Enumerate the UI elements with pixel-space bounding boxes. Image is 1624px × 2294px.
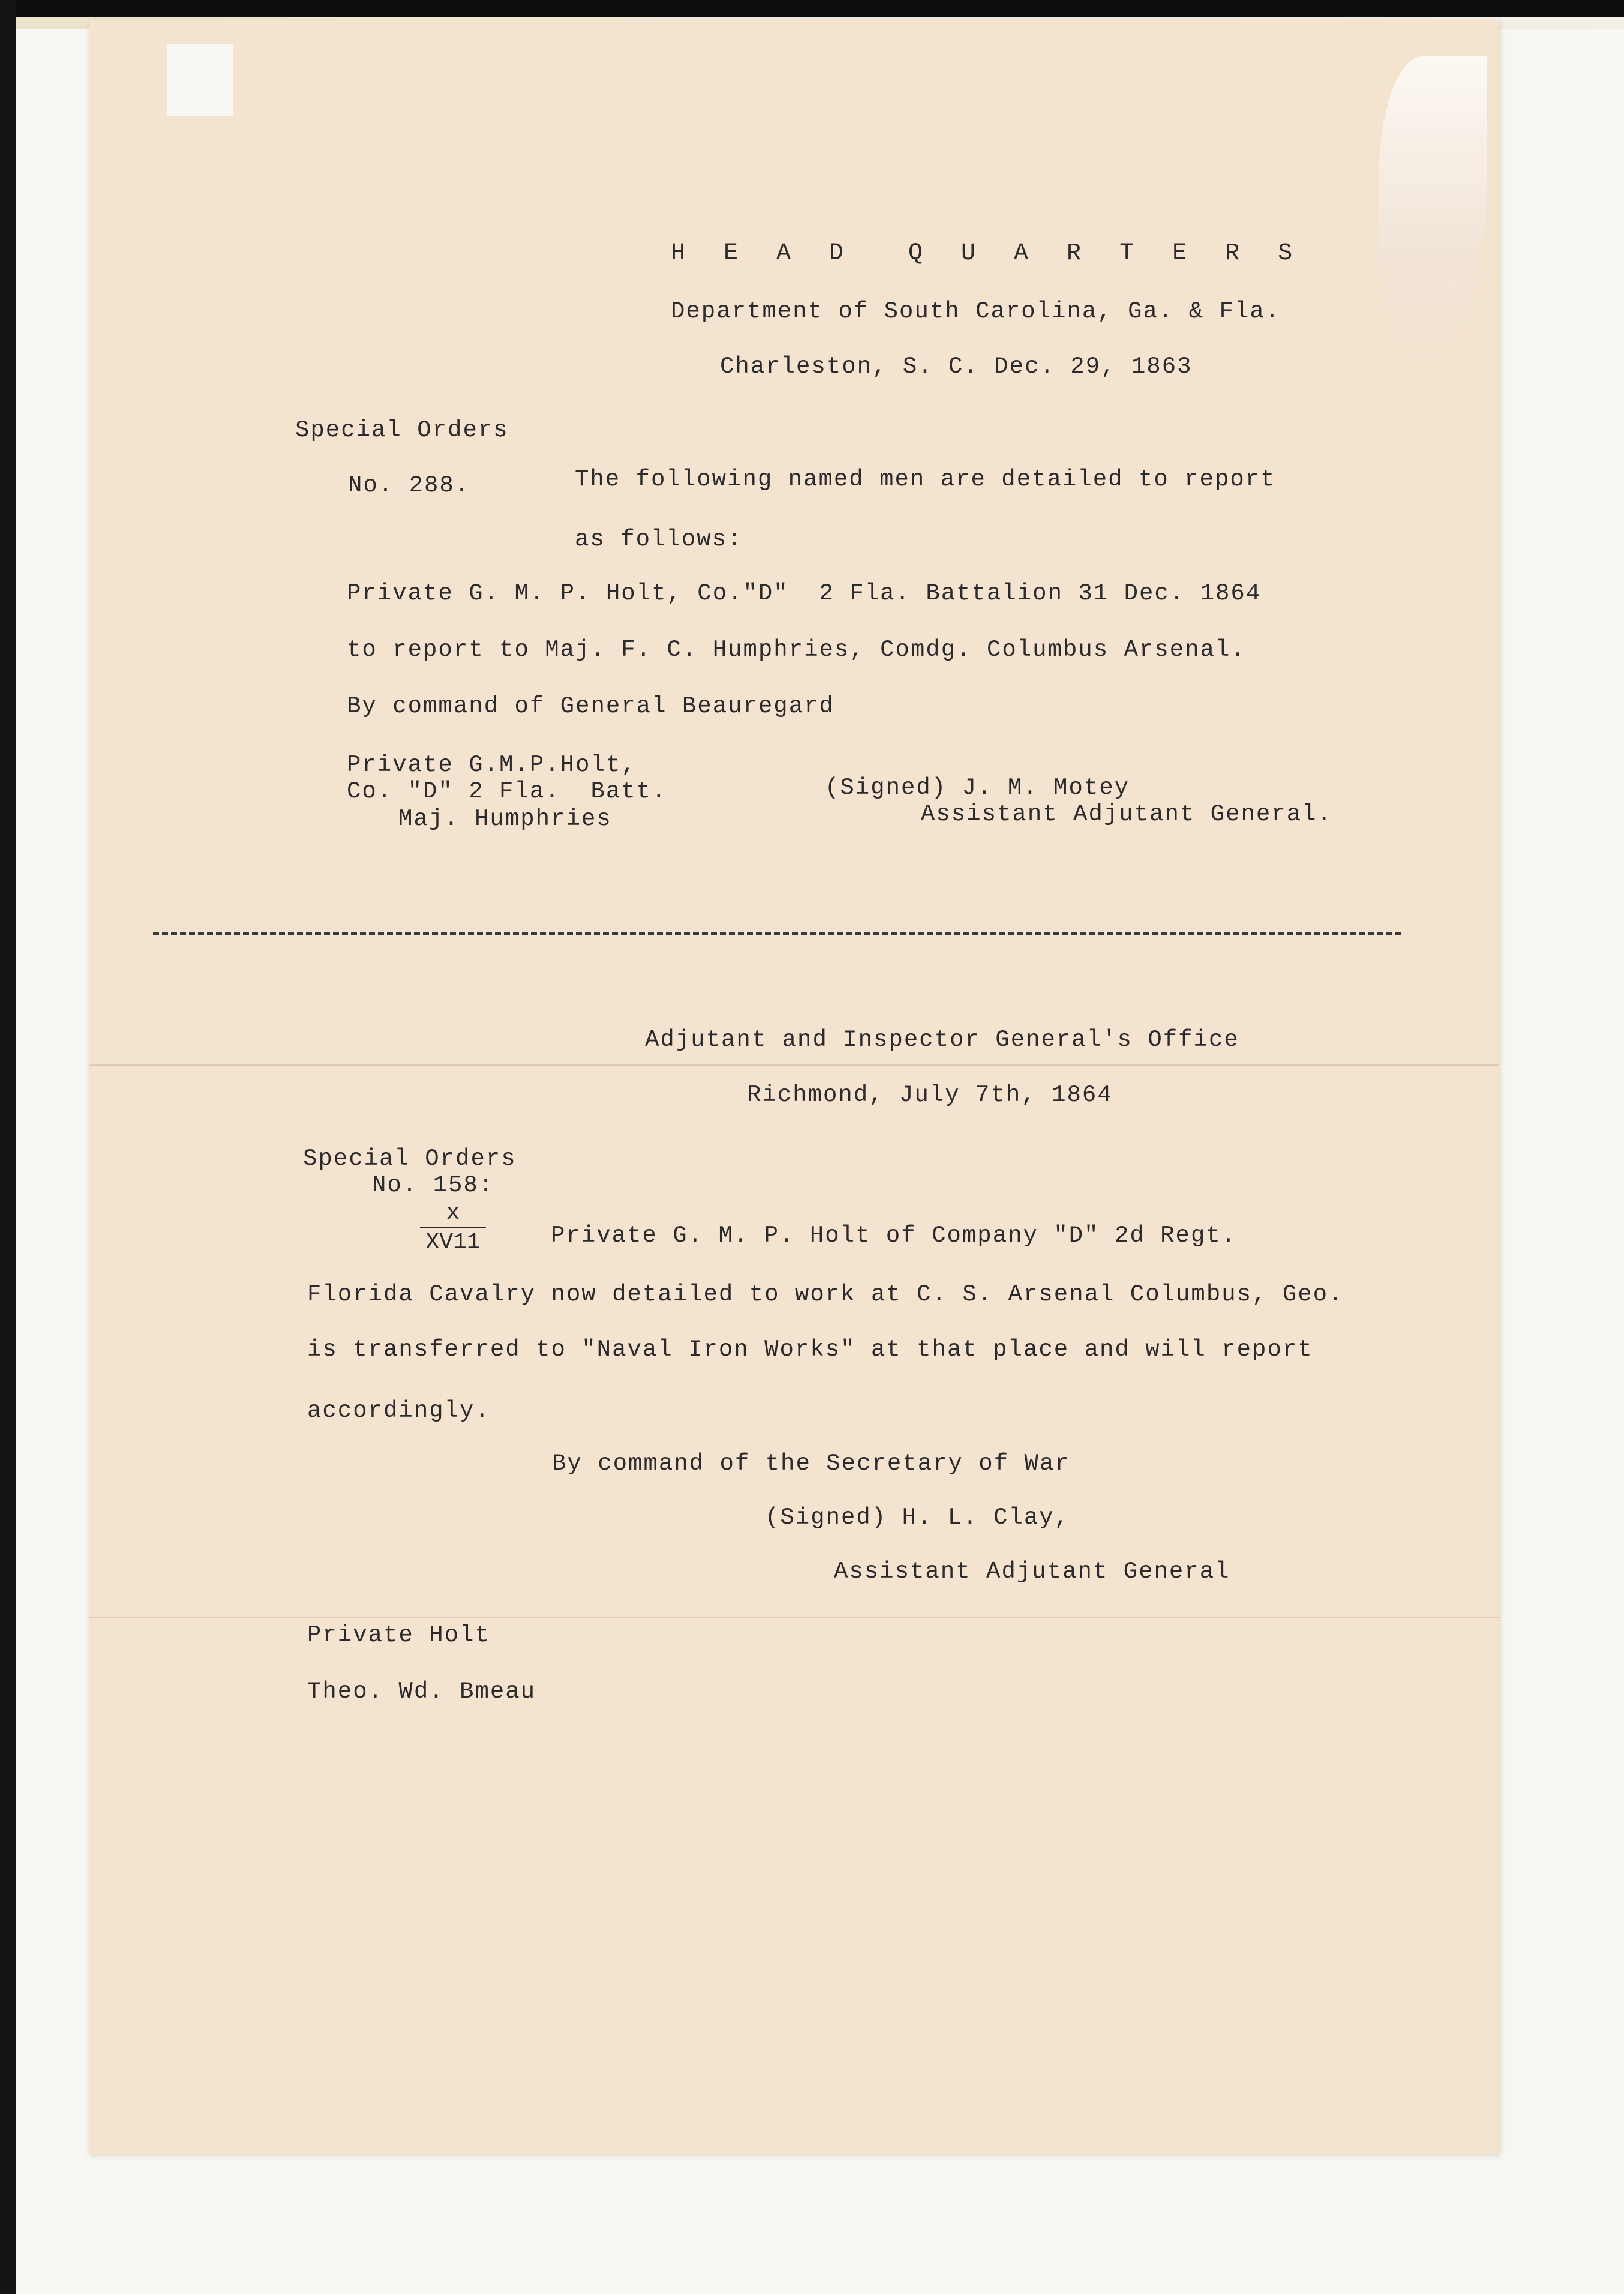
order-body-line: Private G. M. P. Holt of Company "D" 2d Regt. [551, 1222, 1237, 1249]
distribution-line: Co. "D" 2 Fla. Batt. [347, 778, 667, 805]
paper-corner-tear [1379, 56, 1487, 368]
signer-title: Assistant Adjutant General [834, 1558, 1230, 1585]
section-divider [153, 932, 1401, 935]
scan-frame-left [0, 0, 16, 2294]
distribution-line: Private Holt [307, 1622, 490, 1648]
order-number: No. 158: [372, 1172, 494, 1198]
hq-heading: H E A D Q U A R T E R S [671, 240, 1305, 267]
order-body-line: as follows: [575, 526, 743, 553]
distribution-line: Private G.M.P.Holt, [347, 752, 637, 778]
section-denominator: XV11 [425, 1230, 481, 1255]
order-body-line: accordingly. [307, 1398, 490, 1424]
order-body-line: Florida Cavalry now detailed to work at C. S. Arsenal Columbus, Geo. [307, 1281, 1344, 1308]
fold-line [89, 1064, 1499, 1066]
scan-frame-top [0, 0, 1624, 17]
special-orders-label: Special Orders [303, 1145, 517, 1172]
place-date-line: Richmond, July 7th, 1864 [747, 1082, 1113, 1108]
order-number: No. 288. [348, 472, 470, 499]
order-body-line: The following named men are detailed to report [575, 466, 1276, 493]
special-orders-label: Special Orders [295, 417, 509, 443]
signature-line: (Signed) J. M. Motey [825, 775, 1130, 801]
section-numerator: x [420, 1201, 486, 1228]
department-line: Department of South Carolina, Ga. & Fla. [671, 298, 1281, 325]
section-number [420, 1201, 486, 1255]
place-date-line: Charleston, S. C. Dec. 29, 1863 [720, 353, 1193, 380]
office-line: Adjutant and Inspector General's Office [645, 1027, 1239, 1053]
command-line: By command of General Beauregard [347, 693, 834, 719]
command-line: By command of the Secretary of War [552, 1450, 1070, 1477]
fold-line [89, 1617, 1499, 1618]
distribution-line: Maj. Humphries [398, 806, 612, 832]
signer-title: Assistant Adjutant General. [921, 801, 1332, 827]
paper-notch [167, 44, 233, 116]
distribution-line: Theo. Wd. Bmeau [307, 1678, 536, 1705]
signature-line: (Signed) H. L. Clay, [765, 1504, 1070, 1531]
order-body-line: is transferred to "Naval Iron Works" at that place and will report [307, 1336, 1313, 1363]
order-body-line: Private G. M. P. Holt, Co."D" 2 Fla. Battalion 31 Dec. 1864 [347, 580, 1262, 607]
order-body-line: to report to Maj. F. C. Humphries, Comdg. Columbus Arsenal. [347, 637, 1246, 663]
